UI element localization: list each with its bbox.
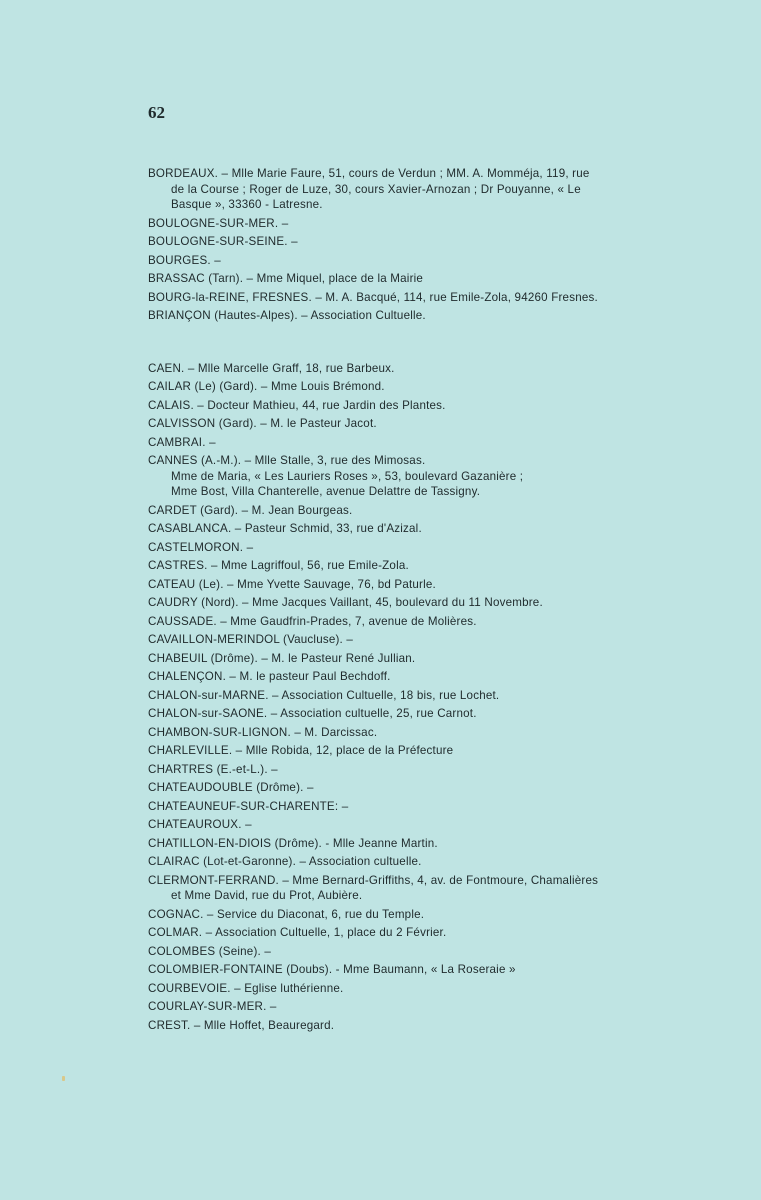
directory-entry xyxy=(148,743,678,759)
entry-line: CASTELMORON. – xyxy=(148,540,254,554)
entry-line: et Mme David, rue du Prot, Aubière. xyxy=(171,889,363,902)
entry-line: CLERMONT-FERRAND. – Mme Bernard-Griffiths, 4, av. de Fontmoure, Chamalières xyxy=(148,873,599,887)
entry-line: COLOMBES (Seine). – xyxy=(148,944,271,958)
directory-entry xyxy=(148,453,678,500)
entry-line: CASTRES. – Mme Lagriffoul, 56, rue Emile-Zola. xyxy=(148,559,409,572)
entry-line: CAMBRAI. – xyxy=(148,435,216,449)
directory-entry xyxy=(148,688,678,704)
entry-line: CREST. – Mlle Hoffet, Beauregard. xyxy=(148,1018,335,1032)
entry-line: CHATILLON-EN-DIOIS (Drôme). - Mlle Jeanne Martin. xyxy=(148,836,438,850)
directory-entry xyxy=(148,873,678,904)
directory-entry xyxy=(148,503,678,519)
entry-line: CHALON-sur-MARNE. – Association Cultuelle, 18 bis, rue Lochet. xyxy=(148,688,500,702)
entry-line: CALAIS. – Docteur Mathieu, 44, rue Jardin des Plantes. xyxy=(148,398,446,412)
directory-entry xyxy=(148,981,678,997)
entry-line: CARDET (Gard). – M. Jean Bourgeas. xyxy=(148,503,353,517)
entry-line: CHALENÇON. – M. le pasteur Paul Bechdoff. xyxy=(148,670,391,683)
entry-line: CASABLANCA. – Pasteur Schmid, 33, rue d'Azizal. xyxy=(148,522,422,535)
directory-entry xyxy=(148,925,678,941)
directory-entry xyxy=(148,614,678,630)
entry-line: Mme Bost, Villa Chanterelle, avenue Delattre de Tassigny. xyxy=(171,485,481,498)
entry-line: BOURG-la-REINE, FRESNES. – M. A. Bacqué, 114, rue Emile-Zola, 94260 Fresnes. xyxy=(148,290,598,304)
entry-line: CAEN. – Mlle Marcelle Graff, 18, rue Barbeux. xyxy=(148,361,395,375)
directory-list xyxy=(148,166,678,1036)
directory-entry xyxy=(148,361,678,377)
directory-entry xyxy=(148,817,678,833)
directory-entry xyxy=(148,416,678,432)
entry-line: CALVISSON (Gard). – M. le Pasteur Jacot. xyxy=(148,417,377,430)
entry-line: CHARLEVILLE. – Mlle Robida, 12, place de la Préfecture xyxy=(148,744,454,757)
directory-entry xyxy=(148,521,678,537)
entry-line: CAVAILLON-MERINDOL (Vaucluse). – xyxy=(148,633,354,646)
directory-entry xyxy=(148,706,678,722)
entry-line: CATEAU (Le). – Mme Yvette Sauvage, 76, bd Paturle. xyxy=(148,577,436,591)
directory-entry xyxy=(148,166,678,213)
directory-entry xyxy=(148,290,678,306)
entry-line: Mme de Maria, « Les Lauriers Roses », 53, boulevard Gazanière ; xyxy=(171,469,524,483)
entry-line: COURLAY-SUR-MER. – xyxy=(148,1000,277,1013)
directory-entry xyxy=(148,1018,678,1034)
directory-entry xyxy=(148,780,678,796)
entry-line: BOURGES. – xyxy=(148,253,221,267)
directory-entry xyxy=(148,762,678,778)
entry-line: CHALON-sur-SAONE. – Association cultuelle, 25, rue Carnot. xyxy=(148,707,477,720)
directory-entry xyxy=(148,725,678,741)
directory-entry xyxy=(148,632,678,648)
entry-line: CHABEUIL (Drôme). – M. le Pasteur René Jullian. xyxy=(148,651,416,665)
entry-line: CAUDRY (Nord). – Mme Jacques Vaillant, 45, boulevard du 11 Novembre. xyxy=(148,596,543,609)
page-number: 62 xyxy=(148,103,165,122)
entry-line: CHARTRES (E.-et-L.). – xyxy=(148,762,278,776)
directory-entry xyxy=(148,669,678,685)
directory-entry xyxy=(148,907,678,923)
directory-entry xyxy=(148,651,678,667)
entry-line: BOULOGNE-SUR-SEINE. – xyxy=(148,235,298,248)
directory-entry xyxy=(148,595,678,611)
directory-entry xyxy=(148,999,678,1015)
entry-line: CHATEAUROUX. – xyxy=(148,818,252,831)
directory-entry xyxy=(148,854,678,870)
entry-line: CHATEAUNEUF-SUR-CHARENTE: – xyxy=(148,799,349,813)
directory-entry xyxy=(148,435,678,451)
entry-line: BOULOGNE-SUR-MER. – xyxy=(148,216,289,230)
entry-line: COLMAR. – Association Cultuelle, 1, place du 2 Février. xyxy=(148,926,447,939)
directory-entry xyxy=(148,836,678,852)
directory-entry xyxy=(148,577,678,593)
directory-entry xyxy=(148,540,678,556)
directory-entry xyxy=(148,558,678,574)
entry-line: CAUSSADE. – Mme Gaudfrin-Prades, 7, avenue de Molières. xyxy=(148,614,477,628)
directory-entry xyxy=(148,234,678,250)
entry-line: de la Course ; Roger de Luze, 30, cours Xavier-Arnozan ; Dr Pouyanne, « Le xyxy=(171,182,581,196)
directory-entry xyxy=(148,271,678,287)
paper-speck xyxy=(62,1076,65,1081)
directory-entry xyxy=(148,398,678,414)
entry-line: CAILAR (Le) (Gard). – Mme Louis Brémond. xyxy=(148,380,385,393)
entry-line: BRIANÇON (Hautes-Alpes). – Association Cultuelle. xyxy=(148,309,426,322)
entry-line: COLOMBIER-FONTAINE (Doubs). - Mme Baumann, « La Roseraie » xyxy=(148,963,516,976)
directory-entry xyxy=(148,253,678,269)
entry-line: BRASSAC (Tarn). – Mme Miquel, place de la Mairie xyxy=(148,272,424,285)
directory-entry xyxy=(148,962,678,978)
directory-entry xyxy=(148,308,678,324)
directory-entry xyxy=(148,799,678,815)
directory-entry xyxy=(148,944,678,960)
directory-entry xyxy=(148,216,678,232)
entry-line: COURBEVOIE. – Eglise luthérienne. xyxy=(148,981,344,995)
entry-line: CLAIRAC (Lot-et-Garonne). – Association cultuelle. xyxy=(148,855,422,868)
entry-line: Basque », 33360 - Latresne. xyxy=(171,198,323,211)
entry-line: BORDEAUX. – Mlle Marie Faure, 51, cours de Verdun ; MM. A. Momméja, 119, rue xyxy=(148,167,590,180)
entry-line: CANNES (A.-M.). – Mlle Stalle, 3, rue des Mimosas. xyxy=(148,454,426,467)
entry-line: CHATEAUDOUBLE (Drôme). – xyxy=(148,781,314,794)
entry-line: COGNAC. – Service du Diaconat, 6, rue du Temple. xyxy=(148,907,425,921)
directory-entry xyxy=(148,379,678,395)
entry-line: CHAMBON-SUR-LIGNON. – M. Darcissac. xyxy=(148,725,378,739)
